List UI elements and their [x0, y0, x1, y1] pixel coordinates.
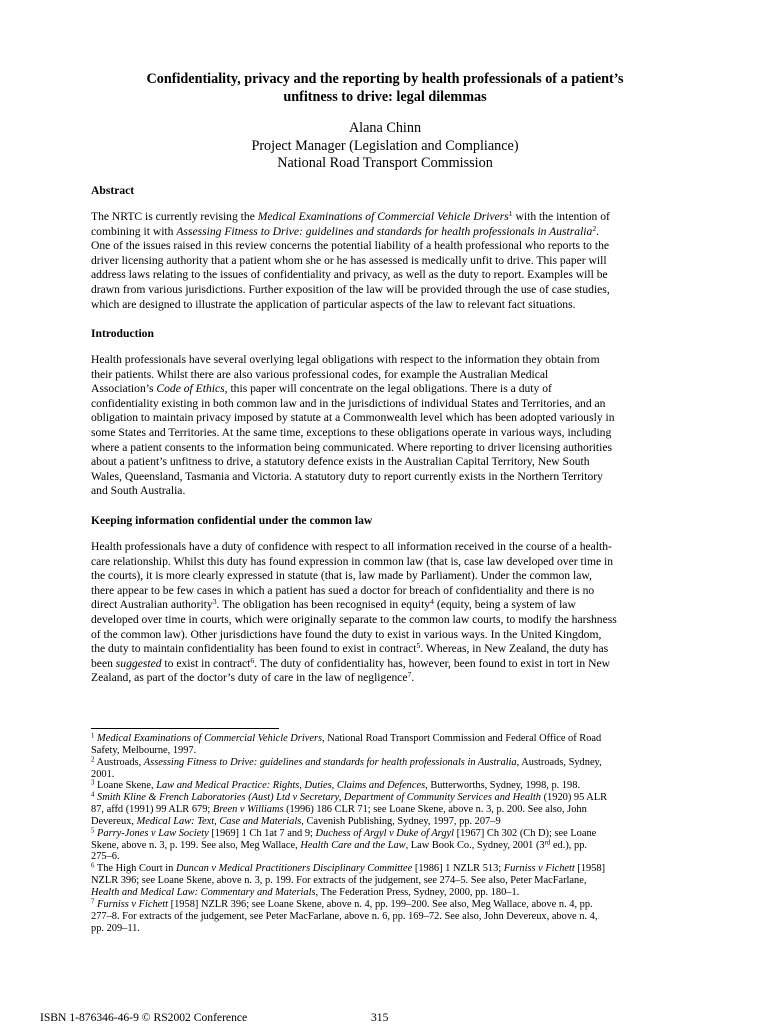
footnote-ref: rd [544, 839, 551, 847]
footnote-ref: 3 [91, 779, 95, 787]
author-name: Alana Chinn [348, 120, 422, 136]
text-line: $^5$ Parry-Jones v Law Society [1969] 1 Ch 1at 7 and 9; Duchess of Argyl v Duke of Argyl [1967] Ch 302 (Ch D); see Loane [91, 827, 597, 839]
text-line: $^1$ Medical Examinations of Commercial Vehicle Drivers, National Road Transport Commission and Federal Office of Road [91, 732, 602, 744]
abstract-paragraph [91, 210, 681, 312]
text-line: obligation to maintain privacy imposed by statute at a Commonwealth level which has been adopted variously in [91, 411, 615, 425]
abstract-heading: Abstract [91, 184, 135, 197]
footnote-ref: 2 [91, 756, 95, 764]
text-line: driver licensing authority that a patient whom she or he has assessed is medically unfit to drive. This paper will [91, 253, 607, 267]
text-line: Safety, Melbourne, 1997. [91, 744, 197, 756]
footnote-ref: 1 [508, 209, 513, 219]
text-line: One of the issues raised in this review concerns the potential liability of a health professional who reports to the [91, 239, 610, 253]
footnote-ref: 7 [407, 670, 412, 680]
text-line: combining it with Assessing Fitness to Drive: guidelines and standards for health professionals in Australia$^2$. [91, 223, 600, 238]
text-line: Devereux, Medical Law: Text, Case and Materials, Cavenish Publishing, Sydney, 1997, pp. 207–9 [91, 815, 501, 827]
text-line: of the common law). Other jurisdictions have found the duty to exist in various ways. In the United Kingdom, [91, 627, 602, 641]
text-line: and South Australia. [91, 484, 186, 498]
text-line: Zealand, as part of the doctor’s duty of care in the law of negligence$^7$. [91, 670, 415, 685]
text-line: $^4$ Smith Kline & French Laboratories (Aust) Ltd v Secretary, Department of Community Services and Health (1920) 95 ALR [91, 791, 608, 804]
text-line: 2001. [91, 768, 115, 780]
author-block [90, 120, 680, 173]
text-line: Health professionals have a duty of confidence with respect to all information received in the course of a health- [91, 540, 612, 553]
text-line: $^6$ The High Court in Duncan v Medical Practitioners Disciplinary Committee [1986] 1 NZLR 513; Furniss v Fichett [1958] [91, 862, 606, 875]
title-line: unfitness to drive: legal dilemmas [283, 89, 487, 105]
text-line: pp. 209–11. [91, 922, 140, 934]
text-line: developed over time in courts, which were originally separate to the common law courts, to modify the harshness [91, 612, 617, 626]
footnote-divider [91, 728, 279, 729]
text-line: Skene, above n. 3, p. 199. See also, Meg Wallace, Health Care and the Law, Law Book Co., Sydney, 2001 (3rd ed.), pp. [91, 839, 587, 851]
footnote-ref: 6 [91, 862, 95, 870]
introduction-paragraph [91, 353, 681, 499]
footnotes [91, 733, 681, 934]
section-heading-confidentiality: Keeping information confidential under the common law [91, 514, 373, 527]
text-line: The NRTC is currently revising the Medical Examinations of Commercial Vehicle Drivers$^1$ with the intention of [91, 209, 610, 223]
text-line: Health and Medical Law: Commentary and Materials, The Federation Press, Sydney, 2000, pp. 180–1. [91, 886, 520, 898]
author-organisation: National Road Transport Commission [277, 155, 493, 171]
confidentiality-paragraph [91, 540, 681, 686]
paper-title [90, 70, 680, 106]
text-line: their patients. Whilst there are also various professional codes, for example the Australian Medical [91, 367, 549, 381]
text-line: 87, affd (1991) 99 ALR 679; Breen v Williams (1996) 186 CLR 71; see Loane Skene, above n. 3, p. 200. See also, John [91, 804, 587, 816]
footnote-ref: 7 [91, 898, 95, 906]
text-line: $^2$ Austroads, Assessing Fitness to Drive: guidelines and standards for health professionals in Australia, Austroads, Sydney, [91, 756, 602, 768]
text-line: $^3$ Loane Skene, Law and Medical Practice: Rights, Duties, Claims and Defences, Butterworths, Sydney, 1998, p. 198. [91, 779, 581, 792]
footnote-ref: 4 [91, 791, 95, 799]
footnote-ref: 5 [91, 827, 95, 835]
text-line: where a patient consents to the information being communicated. Where reporting to driver licensing authorities [91, 440, 613, 454]
footnote-ref: 2 [592, 223, 597, 233]
text-line: Health professionals have several overlying legal obligations with respect to the information they obtain from [91, 353, 600, 366]
text-line: confidentiality existing in both common law and in the jurisdictions of individual States and Territories, and an [91, 396, 606, 410]
text-line: been suggested to exist in contract$^6$. The duty of confidentiality has, however, been found to exist in tort in New [91, 655, 610, 670]
text-line: direct Australian authority$^3$. The obligation has been recognised in equity$^4$ (equity, being a system of law [91, 597, 576, 612]
title-line: Confidentiality, privacy and the reporting by health professionals of a patient’s [146, 71, 624, 87]
text-line: Wales, Queensland, Tasmania and Victoria. A statutory duty to report currently exists in the Northern Territory [91, 469, 603, 483]
footnote-ref: 6 [250, 655, 255, 665]
page-number: 315 [371, 1011, 389, 1024]
text-line: care relationship. Whilst this duty has found expression in common law (that is, case law developed over time in [91, 554, 614, 568]
text-line: about a patient’s unfitness to drive, a statutory defence exists in the Australian Capital Territory, New South [91, 455, 590, 469]
text-line: Association’s Code of Ethics, this paper will concentrate on the legal obligations. There is a duty of [91, 382, 552, 396]
text-line: drawn from various jurisdictions. Further exposition of the law will be provided through the use of case studies, [91, 282, 610, 296]
text-line: $^7$ Furniss v Fichett [1958] NZLR 396; see Loane Skene, above n. 4, pp. 199–200. See also, Meg Wallace, above n. 4, pp. [91, 898, 593, 910]
introduction-heading: Introduction [91, 327, 154, 340]
text-line: there appear to be few cases in which a patient has sued a doctor for breach of confidentiality and there is no [91, 583, 595, 597]
text-line: which are designed to illustrate the application of particular aspects of the law to relevant fact situations. [91, 297, 576, 311]
text-line: NZLR 396; see Loane Skene, above n. 3, p. 199. For extracts of the judgement, see 274–5. See also, Peter MacFarlane, [91, 875, 587, 887]
text-line: the duty to maintain confidentiality has been found to exist in contract$^5$. Whereas, in New Zealand, the duty has [91, 641, 609, 656]
text-line: some States and Territories. At the same time, exceptions to these obligations operate in various ways, including [91, 425, 612, 439]
text-line: address laws relating to the issues of confidentiality and privacy, as well as the duty to report. Examples will be [91, 268, 608, 282]
text-line: the courts), it is more clearly expressed in statute (that is, law made by Parliament). Under the common law, [91, 569, 592, 583]
text-line: 275–6. [91, 851, 120, 863]
footnote-ref: 3 [212, 597, 217, 607]
footnote-ref: 1 [91, 732, 95, 740]
author-position: Project Manager (Legislation and Compliance) [251, 137, 519, 154]
footer-isbn: ISBN 1-876346-46-9 © RS2002 Conference [40, 1011, 248, 1024]
footnote-ref: 5 [416, 641, 421, 651]
footnote-ref: 4 [430, 597, 434, 607]
text-line: 277–8. For extracts of the judgement, see Peter MacFarlane, above n. 6, pp. 169–72. See also, John Devereux, above n. 4, [91, 910, 598, 922]
